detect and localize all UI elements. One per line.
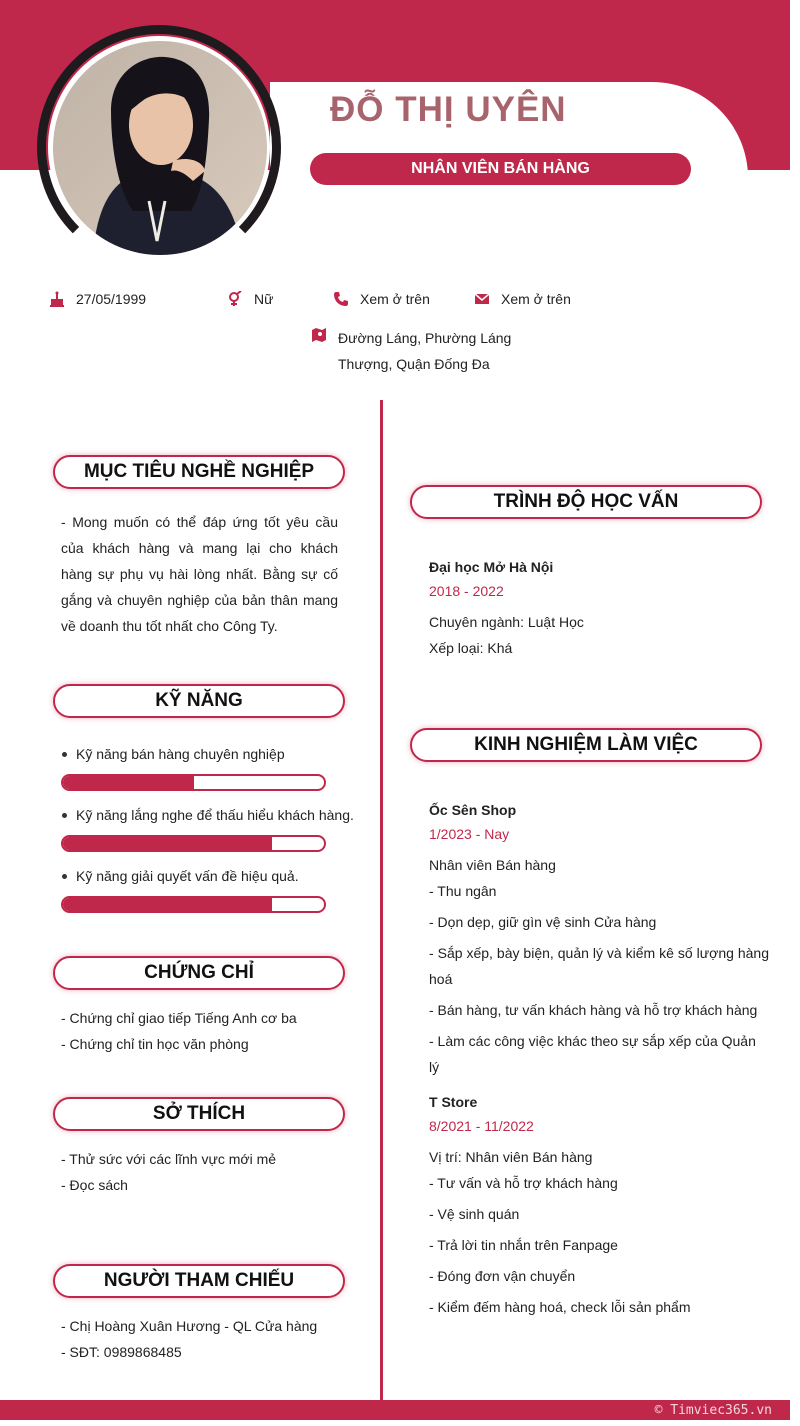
footer-watermark: © Timviec365.vn: [654, 1403, 772, 1418]
objective-text: - Mong muốn có thể đáp ứng tốt yêu cầu của khách hàng và mang lại cho khách hàng sự phụ vụ hài lòng nhất. Bằng sự cố gắng và chuyên nghiệp của bản thân mang về doanh thu tốt nhất cho Công Ty.: [61, 514, 338, 634]
bullet-icon: [62, 752, 67, 757]
task-item: - Bán hàng, tư vấn khách hàng và hỗ trợ khách hàng: [429, 1002, 758, 1018]
education-block: [429, 555, 769, 661]
bullet-icon: [62, 874, 67, 879]
task-item: - Trả lời tin nhắn trên Fanpage: [429, 1237, 618, 1253]
company-name: T Store: [429, 1094, 478, 1110]
gender-text: Nữ: [254, 291, 274, 307]
task-item: - Làm các công việc khác theo sự sắp xếp của Quản lý: [429, 1033, 756, 1075]
task-item: - Thu ngân: [429, 883, 497, 899]
skill-bar-fill: [63, 898, 272, 911]
objective-heading: MỤC TIÊU NGHỀ NGHIỆP: [53, 455, 345, 489]
school-name: Đại học Mở Hà Nội: [429, 559, 554, 575]
skill-bar: [61, 774, 326, 791]
certificates-heading: CHỨNG CHỈ: [53, 956, 345, 990]
column-divider: [380, 400, 383, 1400]
skill-bar: [61, 896, 326, 913]
task-item: - Vệ sinh quán: [429, 1206, 520, 1222]
references-heading: NGƯỜI THAM CHIẾU: [53, 1264, 345, 1298]
education-rank: Xếp loại: Khá: [429, 640, 513, 656]
skills-heading: KỸ NĂNG: [53, 684, 345, 718]
experience-heading: KINH NGHIỆM LÀM VIỆC: [410, 728, 762, 762]
references-list: [61, 1313, 361, 1365]
email-text: Xem ở trên: [501, 291, 571, 307]
experience-period: 8/2021 - 11/2022: [429, 1118, 534, 1134]
candidate-name: ĐỖ THỊ UYÊN: [330, 90, 567, 129]
phone-text: Xem ở trên: [360, 291, 430, 307]
skill-label: Kỹ năng giải quyết vấn đề hiệu quả.: [76, 868, 299, 884]
mail-icon: [473, 290, 491, 308]
avatar: [53, 41, 267, 255]
experience-period: 1/2023 - Nay: [429, 826, 510, 842]
skill-label: Kỹ năng bán hàng chuyên nghiệp: [76, 746, 285, 762]
map-pin-icon: [310, 326, 328, 344]
phone-item: [332, 290, 430, 308]
cake-icon: [48, 290, 66, 308]
reference-item: - SĐT: 0989868485: [61, 1344, 182, 1360]
skill-item: [62, 868, 299, 884]
right-edge: [790, 0, 800, 1426]
task-item: - Đóng đơn vận chuyển: [429, 1268, 576, 1284]
company-name: Ốc Sên Shop: [429, 802, 517, 818]
address-line-2: Thượng, Quận Đống Đa: [338, 356, 490, 372]
education-major: Chuyên ngành: Luật Học: [429, 614, 584, 630]
email-item: [473, 290, 571, 308]
birthday-item: [48, 290, 146, 308]
task-item: - Kiểm đếm hàng hoá, check lỗi sản phẩm: [429, 1299, 691, 1315]
skill-bar: [61, 835, 326, 852]
certificate-item: - Chứng chỉ tin học văn phòng: [61, 1036, 249, 1052]
address-item: [310, 326, 338, 344]
hobby-item: - Đọc sách: [61, 1177, 128, 1193]
position-title: NHÂN VIÊN BÁN HÀNG: [310, 153, 691, 185]
skill-bar-fill: [63, 776, 194, 789]
education-period: 2018 - 2022: [429, 583, 504, 599]
address-text: [338, 325, 538, 377]
experience-item: [429, 1090, 769, 1320]
certificates-list: [61, 1005, 361, 1057]
address-line-1: Đường Láng, Phường Láng: [338, 330, 512, 346]
bullet-icon: [62, 813, 67, 818]
gender-item: [226, 290, 273, 308]
education-heading: TRÌNH ĐỘ HỌC VẤN: [410, 485, 762, 519]
hobbies-list: [61, 1146, 361, 1198]
experience-role: Nhân viên Bán hàng: [429, 857, 556, 873]
skill-label: Kỹ năng lắng nghe để thấu hiểu khách hàng.: [76, 807, 354, 823]
birthday-text: 27/05/1999: [76, 291, 147, 307]
gender-icon: [226, 290, 244, 308]
skill-item: [62, 746, 285, 762]
task-item: - Sắp xếp, bày biện, quản lý và kiểm kê số lượng hàng hoá: [429, 945, 769, 987]
experience-item: [429, 798, 769, 1080]
experience-role: Vị trí: Nhân viên Bán hàng: [429, 1149, 593, 1165]
certificate-item: - Chứng chỉ giao tiếp Tiếng Anh cơ ba: [61, 1010, 297, 1026]
task-item: - Tư vấn và hỗ trợ khách hàng: [429, 1175, 618, 1191]
hobby-item: - Thử sức với các lĩnh vực mới mẻ: [61, 1151, 277, 1167]
task-item: - Dọn dẹp, giữ gìn vệ sinh Cửa hàng: [429, 914, 657, 930]
hobbies-heading: SỞ THÍCH: [53, 1097, 345, 1131]
skill-bar-fill: [63, 837, 272, 850]
reference-item: - Chị Hoàng Xuân Hương - QL Cửa hàng: [61, 1318, 318, 1334]
phone-icon: [332, 290, 350, 308]
skill-item: [62, 807, 354, 823]
